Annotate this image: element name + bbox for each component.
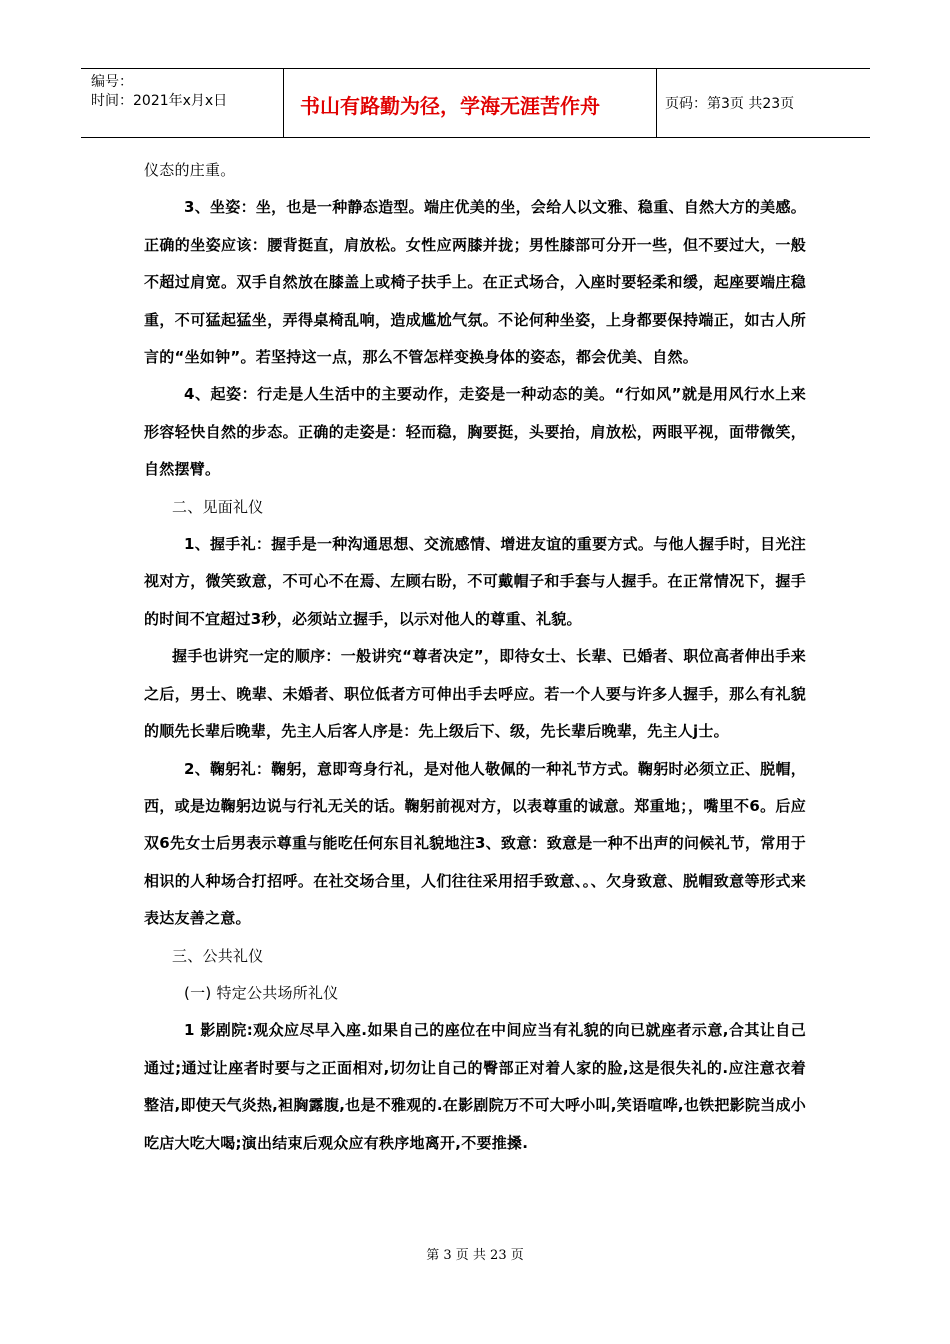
document-number-label: 编号： [91,74,133,90]
paragraph-sitting-posture: 3、坐姿：坐，也是一种静态造型。端庄优美的坐，会给人以文雅、稳重、自然大方的美感。正确的坐姿应该：腰背挺直，肩放松。女性应两膝并拢；男性膝部可分开一些，但不要过大，一般不超过肩宽。双手自然放在膝盖上或椅子扶手上。在正式场合，入座时要轻柔和缓，起座要端庄稳重，不可猛起猛坐，弄得桌椅乱响，造成尴尬气氛。不论何种坐姿，上身都要保持端正，如古人所言的“坐如钟”。若坚持这一点，那么不管怎样变换身体的姿态，都会优美、自然。 [144,198,806,367]
header-motto-cell [284,69,657,137]
document-date-label: 时间：2021年x月x日 [91,93,228,109]
header-motto: 书山有路勤为径，学海无涯苦作舟 [300,94,600,118]
header-meta-cell [81,69,284,137]
paragraph-handshake: 1、握手礼：握手是一种沟通思想、交流感情、增进友谊的重要方式。与他人握手时，目光注视对方，微笑致意，不可心不在焉、左顾右盼，不可戴帽子和手套与人握手。在正常情况下，握手的时间不宜超过3秒，必须站立握手，以示对他人的尊重、礼貌。 [144,535,806,628]
paragraph-continuation: 仪态的庄重。 [144,161,236,179]
paragraph-handshake-order: 握手也讲究一定的顺序：一般讲究“尊者决定”，即待女士、长辈、已婚者、职位高者伸出手来之后，男士、晚辈、未婚者、职位低者方可伸出手去呼应。若一个人要与许多人握手，那么有礼貌的顺先长辈后晚辈，先主人后客人序是：先上级后下、级，先长辈后晚辈，先主人j士。 [144,647,806,741]
section-heading-greeting-etiquette: 二、见面礼仪 [172,497,264,516]
page-footer: 第 3 页 共 23 页 [426,1248,524,1263]
document-body [144,152,806,1162]
paragraph-theater: 1 影剧院:观众应尽早入座.如果自己的座位在中间应当有礼貌的向已就座者示意,合其让自己通过;通过让座者时要与之正面相对,切勿让自己的臀部正对着人家的脸,这是很失礼的.应注意衣着整洁,即使天气炎热,袒胸露腹,也是不雅观的.在影剧院万不可大呼小叫,笑语喧哗,也铁把影院当成小吃店大吃大喝;演出结束后观众应有秩序地离开,不要推搡. [144,1021,806,1152]
paragraph-walking-posture: 4、起姿：行走是人生活中的主要动作，走姿是一种动态的美。“行如风”就是用风行水上来形容轻快自然的步态。正确的走姿是：轻而稳，胸要挺，头要抬，肩放松，两眼平视，面带微笑，自然摆臂。 [144,385,806,479]
header-page-number: 页码：第3页 共23页 [665,96,795,112]
paragraph-bowing: 2、鞠躬礼：鞠躬，意即弯身行礼，是对他人敬佩的一种礼节方式。鞠躬时必须立正、脱帽，西，或是边鞠躬边说与行礼无关的话。鞠躬前视对方，以表尊重的诚意。郑重地；，嘴里不6。后应双6先女士后男表示尊重与能吃任何东目礼貌地注3、致意：致意是一种不出声的问候礼节，常用于相识的人种场合打招呼。在社交场合里，人们往往采用招手致意、。、欠身致意、脱帽致意等形式来表达友善之意。 [144,759,806,928]
header-table [81,68,870,138]
subsection-heading-public-places: (一) 特定公共场所礼仪 [184,983,339,1002]
header-page-cell [657,69,870,137]
section-heading-public-etiquette: 三、公共礼仪 [172,946,264,965]
